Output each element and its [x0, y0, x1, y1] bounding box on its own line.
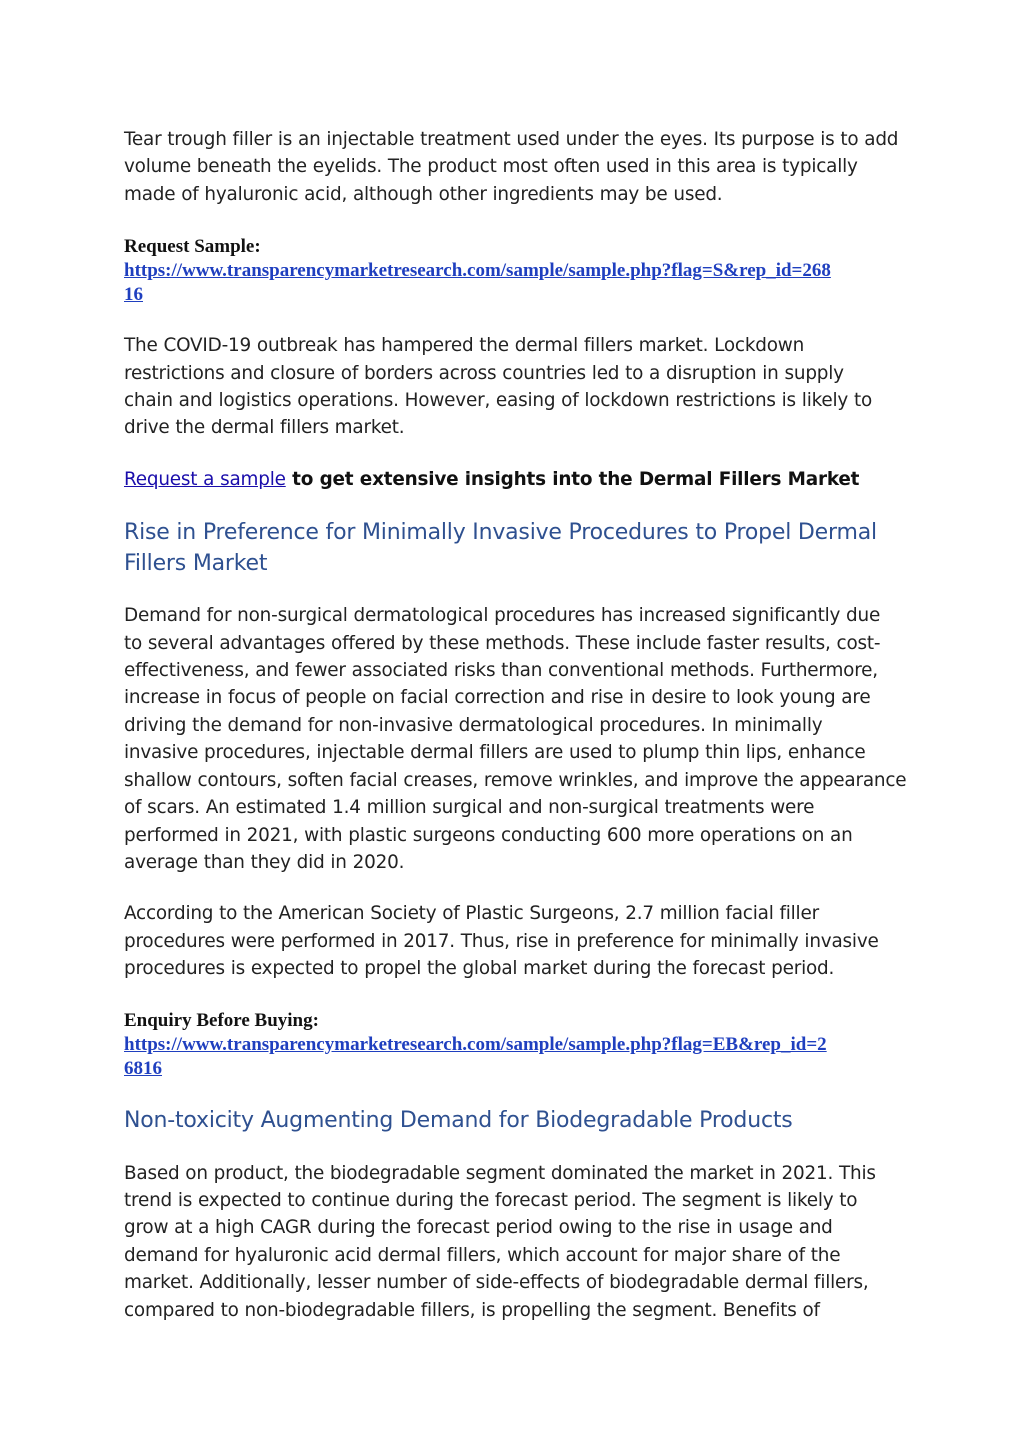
- text-line: According to the American Society of Plastic Surgeons, 2.7 million facial filler: [124, 903, 819, 925]
- request-sample-block: [124, 235, 904, 307]
- document-page: [124, 125, 907, 1324]
- product-paragraph: [124, 1160, 904, 1324]
- text-line: market. Additionally, lesser number of side-effects of biodegradable dermal fillers,: [124, 1272, 869, 1294]
- request-a-sample-link[interactable]: Request a sample: [124, 468, 286, 490]
- heading-line: Non-toxicity Augmenting Demand for Biodegradable Products: [124, 1107, 793, 1133]
- heading-line: Rise in Preference for Minimally Invasive Procedures to Propel Dermal: [124, 520, 877, 546]
- text-line: chain and logistics operations. However, easing of lockdown restrictions is likely to: [124, 390, 873, 412]
- text-line: driving the demand for non-invasive dermatological procedures. In minimally: [124, 714, 823, 736]
- text-line: procedures is expected to propel the global market during the forecast period.: [124, 958, 835, 980]
- url-line[interactable]: https://www.transparencymarketresearch.com/sample/sample.php?flag=S&rep_id=268: [124, 260, 831, 282]
- text-line: compared to non-biodegradable fillers, is propelling the segment. Benefits of: [124, 1299, 820, 1321]
- text-line: grow at a high CAGR during the forecast period owing to the rise in usage and: [124, 1217, 833, 1239]
- text-line: performed in 2021, with plastic surgeons conducting 600 more operations on an: [124, 824, 853, 846]
- url-line[interactable]: https://www.transparencymarketresearch.com/sample/sample.php?flag=EB&rep_id=2: [124, 1033, 827, 1055]
- cta-paragraph: [124, 466, 904, 493]
- cta-bold-text: to get extensive insights into the Dermal Fillers Market: [285, 468, 860, 490]
- text-line: Demand for non-surgical dermatological procedures has increased significantly due: [124, 605, 881, 627]
- text-line: drive the dermal fillers market.: [124, 417, 405, 439]
- demand-paragraph: [124, 602, 907, 876]
- request-sample-label: Request Sample:: [124, 236, 261, 258]
- text-line: made of hyaluronic acid, although other ingredients may be used.: [124, 183, 723, 205]
- text-line: volume beneath the eyelids. The product most often used in this area is typically: [124, 156, 858, 178]
- text-line: Based on product, the biodegradable segment dominated the market in 2021. This: [124, 1162, 876, 1184]
- text-line: demand for hyaluronic acid dermal fillers, which account for major share of the: [124, 1244, 841, 1266]
- url-line[interactable]: 6816: [124, 1057, 162, 1079]
- text-line: procedures were performed in 2017. Thus, rise in preference for minimally invasive: [124, 930, 879, 952]
- covid-paragraph: [124, 332, 904, 442]
- text-line: shallow contours, soften facial creases, remove wrinkles, and improve the appearance: [124, 769, 907, 791]
- text-line: trend is expected to continue during the forecast period. The segment is likely to: [124, 1189, 858, 1211]
- text-line: to several advantages offered by these methods. These include faster results, cost-: [124, 632, 881, 654]
- enquiry-url-link[interactable]: [124, 1033, 904, 1079]
- asps-paragraph: [124, 900, 904, 982]
- text-line: The COVID-19 outbreak has hampered the dermal fillers market. Lockdown: [124, 335, 805, 357]
- section-heading-non-toxicity: [124, 1105, 904, 1136]
- text-line: effectiveness, and fewer associated risks than conventional methods. Furthermore,: [124, 660, 878, 682]
- heading-line: Fillers Market: [124, 551, 268, 577]
- url-line[interactable]: 16: [124, 284, 143, 306]
- enquiry-block: [124, 1009, 904, 1081]
- text-line: of scars. An estimated 1.4 million surgical and non-surgical treatments were: [124, 797, 815, 819]
- text-line: increase in focus of people on facial correction and rise in desire to look young are: [124, 687, 871, 709]
- request-sample-url-link[interactable]: [124, 259, 904, 305]
- text-line: average than they did in 2020.: [124, 851, 405, 873]
- intro-paragraph: [124, 126, 904, 208]
- enquiry-label: Enquiry Before Buying:: [124, 1009, 319, 1031]
- text-line: restrictions and closure of borders across countries led to a disruption in supply: [124, 362, 844, 384]
- text-line: Tear trough filler is an injectable treatment used under the eyes. Its purpose is to add: [124, 129, 899, 150]
- section-heading-minimally-invasive: [124, 517, 904, 579]
- text-line: invasive procedures, injectable dermal fillers are used to plump thin lips, enhance: [124, 742, 866, 764]
